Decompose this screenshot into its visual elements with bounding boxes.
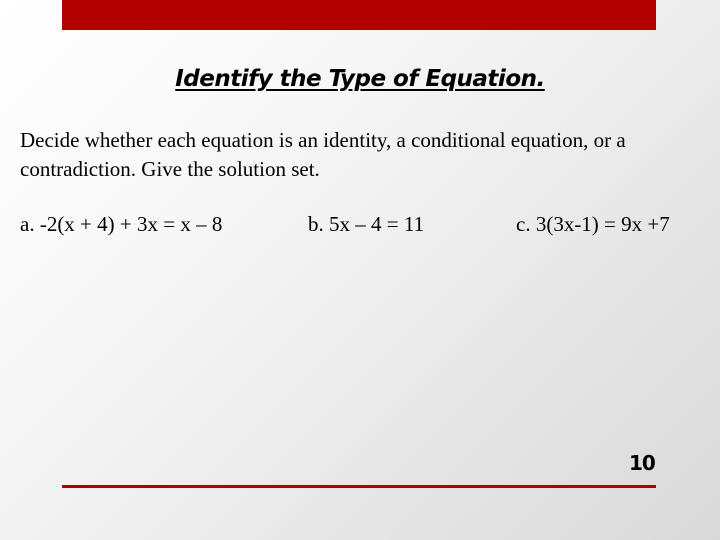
top-accent-bar	[62, 0, 656, 30]
slide-number: 10	[629, 451, 655, 475]
problem-b: b. 5x – 4 = 11	[308, 212, 425, 236]
instructions-text: Decide whether each equation is an identity, a conditional equation, or a contradiction. Give the solution set.	[20, 128, 626, 181]
problem-a: a. -2(x + 4) + 3x = x – 8	[20, 212, 223, 236]
slide-title: Identify the Type of Equation.	[175, 66, 545, 92]
bottom-divider	[62, 485, 656, 488]
problem-c: c. 3(3x-1) = 9x +7	[516, 212, 670, 236]
